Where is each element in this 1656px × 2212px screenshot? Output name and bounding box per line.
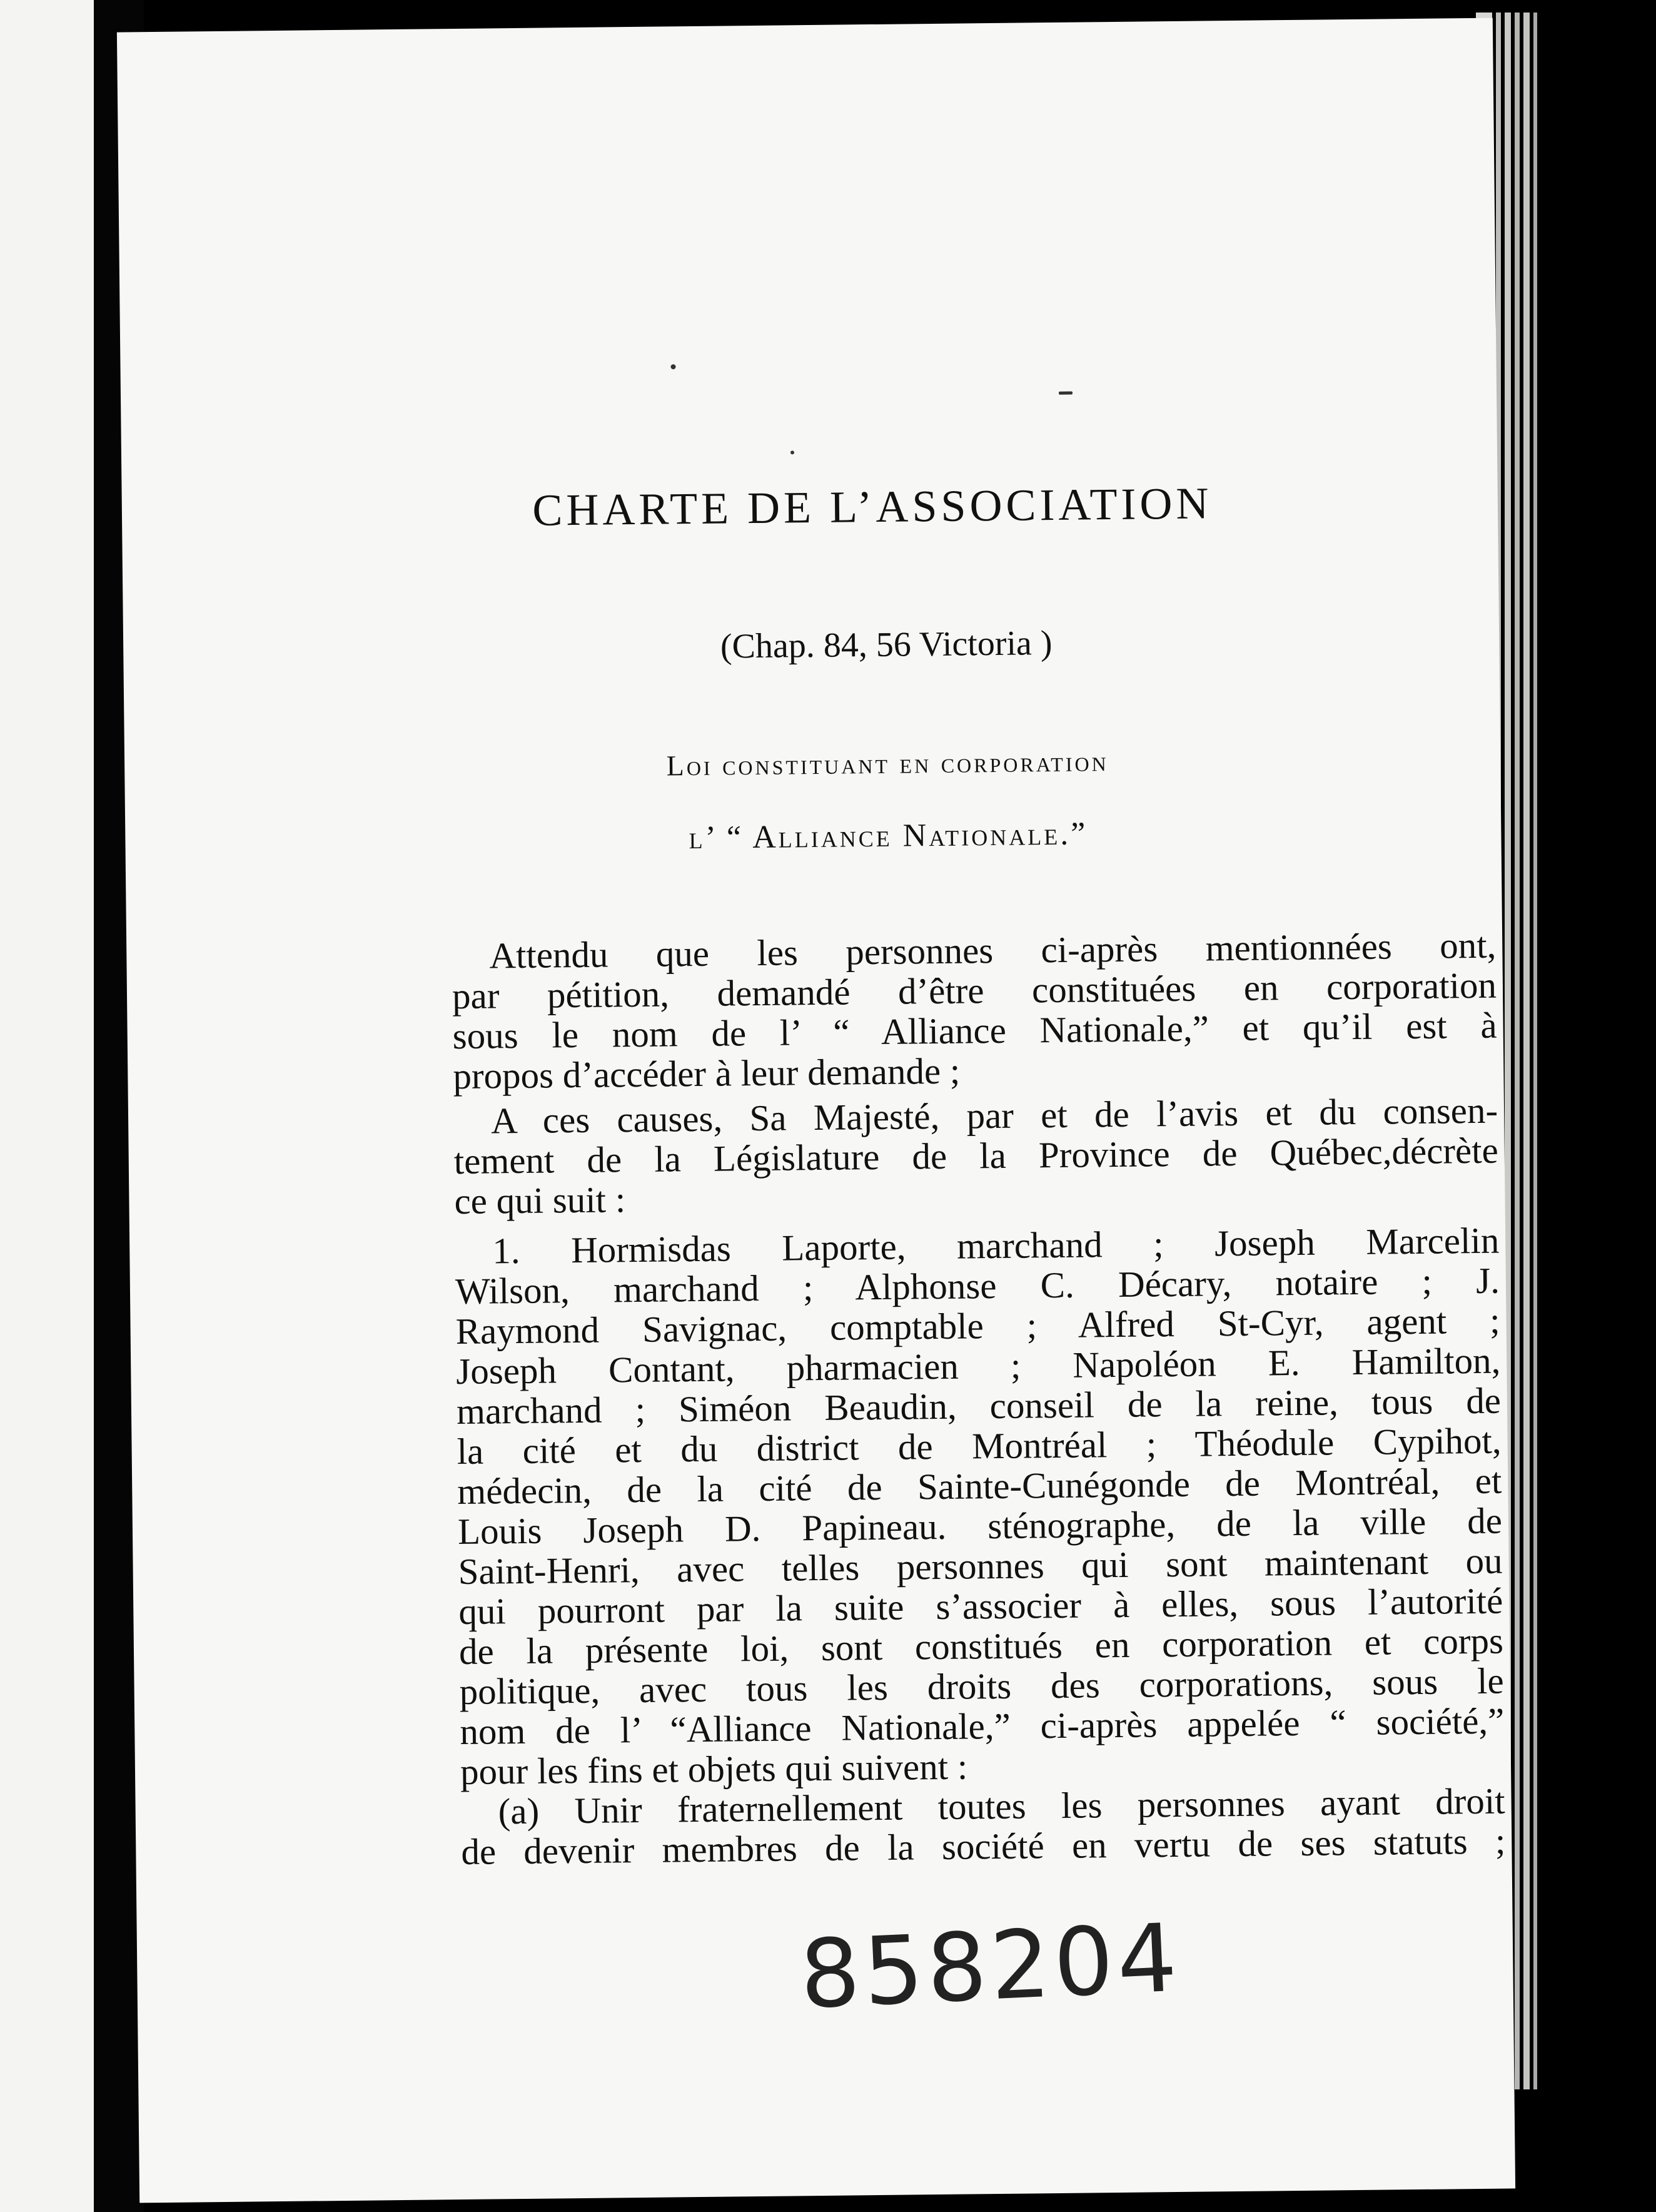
text-line: (a) Unir fraternellement toutes les personnes ayant droit [498,1780,1505,1832]
paragraph-section-1 [455,1220,1505,1792]
text-line: marchand ; Siméon Beaudin, conseil de la reine, tous de [456,1379,1502,1433]
paragraph-preamble [452,925,1498,1096]
text-line: nom de l’ “Alliance Nationale,” ci-après appelée “ société,” [460,1700,1505,1753]
document-body [452,925,1506,1872]
paragraph-clause-a [460,1781,1505,1872]
text-line: sous le nom de l’ “ Alliance Nationale,” et qu’il est à [452,1004,1497,1057]
text-line: Saint-Henri, avec telles personnes qui sont maintenant ou [458,1540,1503,1593]
text-line: de devenir membres de la société en vertu de ses statuts ; [461,1820,1506,1873]
page-edge [1523,13,1530,2089]
text-line: 1. Hormisdas Laporte, marchand ; Joseph Marcelin [492,1219,1500,1272]
act-heading-line-1: Loi constituant en corporation [666,745,1109,782]
print-speck [790,450,794,454]
text-line: Joseph Contant, pharmacien ; Napoléon E. Hamilton, [455,1339,1501,1393]
page-edge [1515,13,1520,2089]
handwritten-catalog-number: 858204 [797,1904,1183,2030]
text-line: Raymond Savignac, comptable ; Alfred St-Cyr, agent ; [455,1299,1500,1352]
chapter-reference: (Chap. 84, 56 Victoria ) [720,624,1053,666]
text-line: pour les fins et objets qui suivent : [460,1745,968,1793]
text-line: propos d’accéder à leur demande ; [453,1050,961,1097]
page-title: CHARTE DE L’ASSOCIATION [532,478,1213,535]
text-line: Attendu que les personnes ci-après mentionnées ont, [489,924,1497,977]
text-line: de la présente loi, sont constitués en corporation et corps [458,1620,1504,1673]
act-heading-line-2: l’ “ Alliance Nationale.” [689,816,1088,856]
text-line: par pétition, demandé d’être constituées en corporation [452,964,1497,1017]
text-line: la cité et du district de Montréal ; Théodule Cypihot, [457,1419,1502,1473]
page-edge [1533,13,1537,2089]
text-line: Wilson, marchand ; Alphonse C. Décary, notaire ; J. [455,1259,1500,1312]
paragraph-enactment [453,1090,1499,1221]
facing-page-edge [0,0,100,2212]
print-speck [670,364,675,369]
text-line: tement de la Législature de la Province de Québec,décrète [453,1129,1499,1182]
text-line: ce qui suit : [454,1179,626,1222]
text-line: A ces causes, Sa Majesté, par et de l’avis et du consen- [490,1089,1498,1142]
document-page [117,18,1515,2203]
text-line: qui pourront par la suite s’associer à elles, sous l’autorité [458,1580,1503,1633]
text-line: Louis Joseph D. Papineau. sténographe, de la ville de [457,1499,1503,1553]
text-line: politique, avec tous les droits des corporations, sous le [459,1660,1504,1713]
text-line: médecin, de la cité de Sainte-Cunégonde de Montréal, et [457,1459,1502,1513]
print-speck [1059,392,1073,395]
